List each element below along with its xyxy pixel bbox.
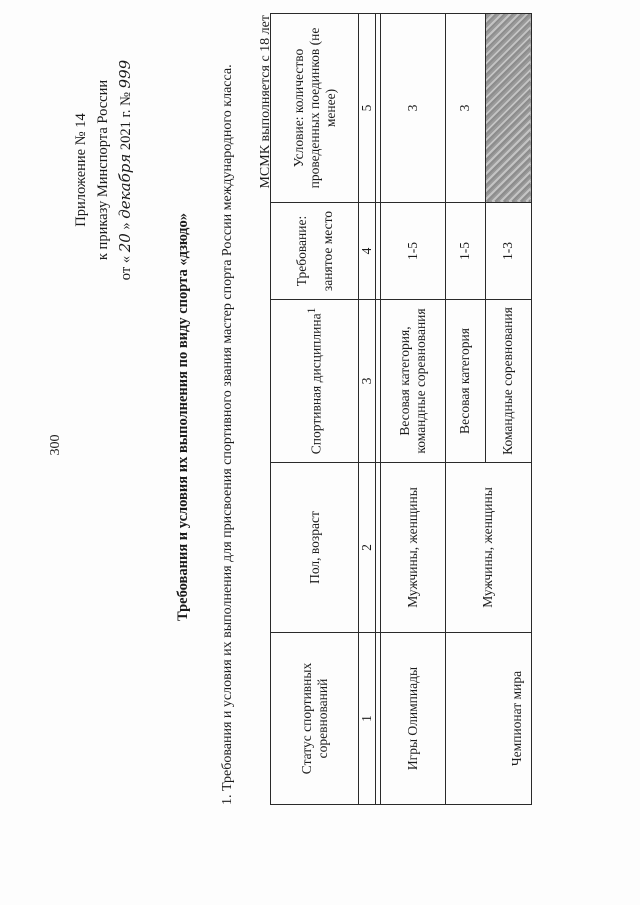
col-num-3: 3: [359, 300, 376, 463]
requirements-table: [270, 13, 532, 805]
header-place: [271, 203, 359, 300]
age-note: МСМК выполняется с 18 лет: [258, 15, 273, 189]
row2-discipline-b: Командные соревнования: [485, 300, 531, 463]
row2-fights-a: 3: [445, 14, 485, 203]
row1-discipline: Весовая категория, командные соревнования: [381, 300, 445, 463]
appendix-order: к приказу Минспорта России: [95, 79, 111, 261]
appendix-date-line: [114, 15, 137, 325]
col-num-2: 2: [359, 463, 376, 633]
row2-place-a: 1-5: [445, 203, 485, 300]
header-fights: Условие: количество проведенных поединков (не менее): [271, 14, 359, 203]
header-discipline: [271, 300, 359, 463]
appendix-title: Приложение № 14: [73, 113, 89, 227]
appendix-block: [70, 15, 137, 325]
column-number-row: [359, 14, 376, 805]
page-number: 300: [48, 434, 63, 456]
intro-paragraph: 1. Требования и условия их выполнения для присвоения спортивного звания мастер спорта России международного класса.: [220, 64, 235, 805]
date-close-quote: »: [118, 222, 134, 230]
row1-place: 1-5: [381, 203, 445, 300]
document-title: Требования и условия их выполнения по виду спорта «дзюдо»: [175, 213, 191, 622]
col-num-4: 4: [359, 203, 376, 300]
table-row: [445, 14, 485, 805]
handwritten-month: декабря: [116, 153, 134, 219]
row2-discipline-a: Весовая категория: [445, 300, 485, 463]
col-num-5: 5: [359, 14, 376, 203]
row1-status: Игры Олимпиады: [381, 633, 445, 805]
footnote-mark: 1: [306, 307, 319, 314]
header-discipline-text: Спортивная дисциплина: [308, 313, 324, 455]
header-place-line2: занятое место: [319, 210, 335, 292]
col-num-1: 1: [359, 633, 376, 805]
table-row: [381, 14, 445, 805]
row1-fights: 3: [381, 14, 445, 203]
handwritten-day: 20: [116, 233, 134, 253]
row2-status: Чемпионат мира: [445, 633, 531, 805]
handwritten-order-number: 999: [116, 59, 134, 89]
header-status: Статус спортивных соревнований: [271, 633, 359, 805]
table-header-row: [271, 14, 359, 805]
date-prefix: от «: [118, 255, 134, 281]
header-place-line1: Требование:: [293, 215, 309, 287]
header-gender: Пол, возраст: [271, 463, 359, 633]
year-and-number-label: 2021 г. №: [118, 92, 134, 151]
row2-gender: Мужчины, женщины: [445, 463, 531, 633]
row1-gender: Мужчины, женщины: [381, 463, 445, 633]
redacted-cell: [485, 14, 531, 203]
row2-place-b: 1-3: [485, 203, 531, 300]
